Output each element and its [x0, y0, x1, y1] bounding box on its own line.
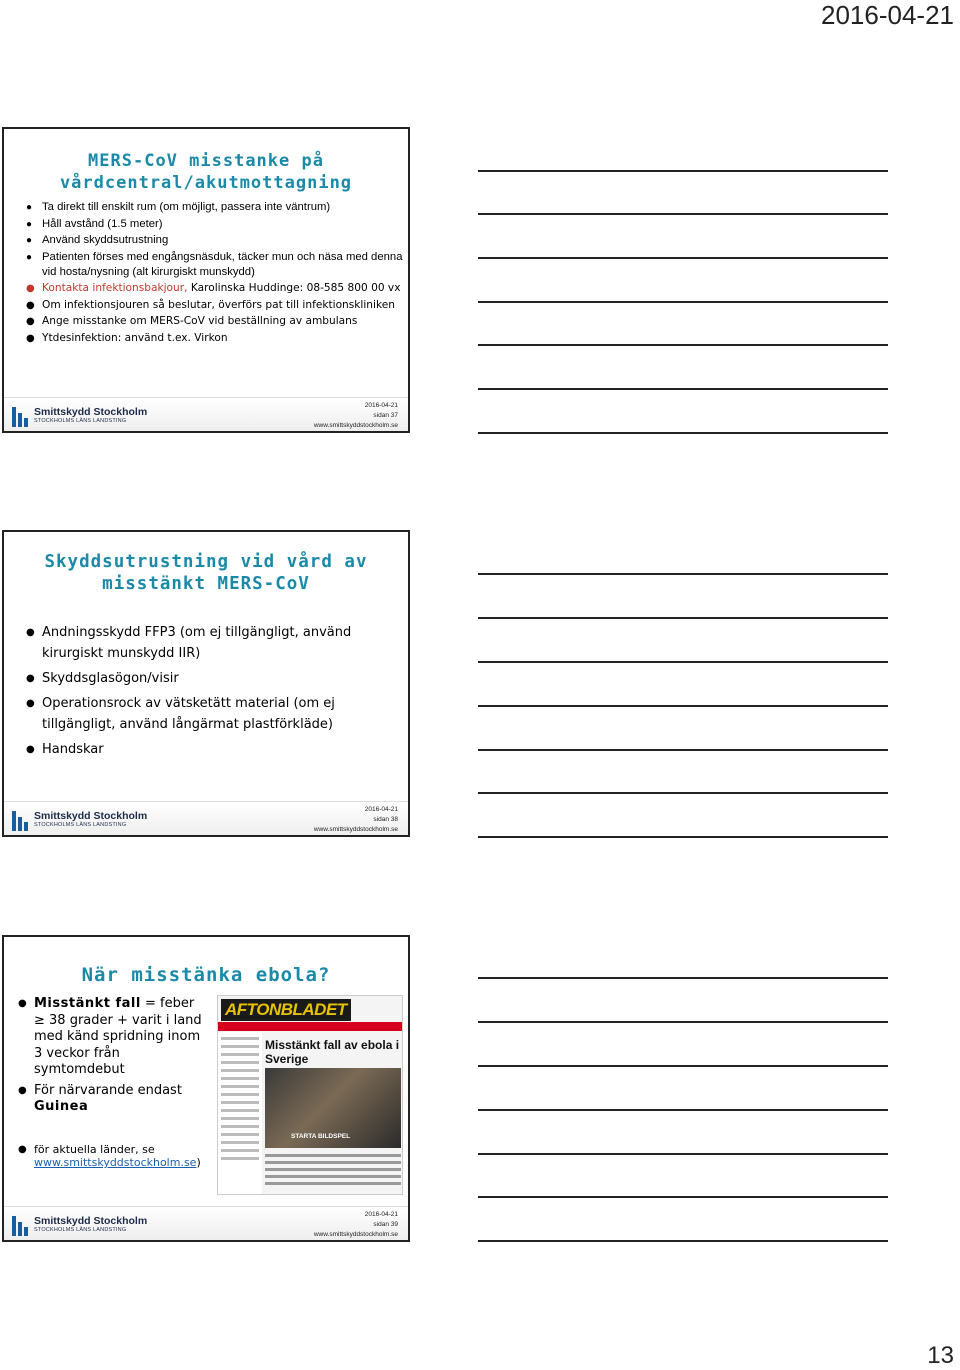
note-line — [478, 749, 888, 751]
slide-37 — [2, 127, 410, 433]
note-line — [478, 170, 888, 172]
note-line — [478, 977, 888, 979]
note-line — [478, 792, 888, 794]
news-brand: AFTONBLADET — [221, 999, 351, 1021]
page-number: 13 — [927, 1342, 954, 1369]
news-headline: Misstänkt fall av ebola i Sverige — [265, 1038, 400, 1066]
note-line — [478, 1065, 888, 1067]
news-sidebar — [218, 1032, 262, 1195]
slide-footer — [4, 801, 408, 835]
bullet-list — [4, 996, 209, 1116]
logo-mark-icon — [12, 1214, 30, 1236]
list-item: ● Patienten förses med engångsnäsduk, täcker mun och näsa med denna vid hosta/nysning (alt kirurgiskt munskydd) — [26, 250, 403, 278]
note-line — [478, 344, 888, 346]
note-line — [478, 257, 888, 259]
slide-title: MERS-CoV misstanke på vårdcentral/akutmottagning — [59, 151, 353, 193]
note-line — [478, 213, 888, 215]
smittskydd-logo: Smittskydd Stockholm STOCKHOLMS LÄNS LANDSTING — [12, 405, 138, 427]
list-item: ● Håll avstånd (1.5 meter) — [26, 217, 163, 230]
logo-mark-icon — [12, 405, 30, 427]
news-photo — [265, 1068, 401, 1148]
page-date: 2016-04-21 — [821, 0, 954, 30]
smittskydd-link[interactable]: www.smittskyddstockholm.se — [34, 1156, 197, 1169]
list-item: ● Använd skyddsutrustning — [26, 234, 169, 246]
note-line — [478, 1021, 888, 1023]
note-line — [478, 1153, 888, 1155]
list-item: ● Handskar — [26, 742, 104, 757]
slide-39 — [2, 935, 410, 1242]
news-screenshot — [217, 995, 403, 1195]
note-line — [478, 301, 888, 303]
note-line — [478, 661, 888, 663]
bullet-list — [4, 622, 408, 760]
list-item: ● Skyddsglasögon/visir — [26, 671, 179, 686]
list-item: ● Kontakta infektionsbakjour, Karolinska Huddinge: 08-585 800 00 vx — [26, 282, 401, 294]
news-slideshow-button: STARTA BILDSPEL — [291, 1133, 351, 1140]
slide-title: När misstänka ebola? — [81, 964, 331, 986]
list-item: ● Ytdesinfektion: använd t.ex. Virkon — [26, 331, 228, 344]
slide-footer — [4, 1206, 408, 1240]
list-item: ● Om infektionsjouren så beslutar, överförs pat till infektionskliniken — [26, 298, 395, 311]
list-item: ● för aktuella länder, se www.smittskyddstockholm.se) — [18, 1143, 201, 1169]
list-item: ● Andningsskydd FFP3 (om ej tillgängligt, använd kirurgiskt munskydd IIR) — [26, 625, 352, 661]
bullet-list — [4, 200, 408, 346]
smittskydd-logo: Smittskydd Stockholm STOCKHOLMS LÄNS LANDSTING — [12, 1214, 138, 1236]
note-line — [478, 705, 888, 707]
note-line — [478, 1240, 888, 1242]
source-list — [4, 1143, 201, 1169]
slide-38 — [2, 530, 410, 837]
list-item: ● Ange misstanke om MERS-CoV vid beställning av ambulans — [26, 315, 358, 327]
note-line — [478, 836, 888, 838]
note-line — [478, 388, 888, 390]
slide-title: Skyddsutrustning vid vård av misstänkt MERS-CoV — [44, 552, 368, 594]
news-nav-bar — [218, 1022, 403, 1031]
note-line — [478, 573, 888, 575]
list-item: ● Operationsrock av vätsketätt material (om ej tillgängligt, använd långärmat plastförkläde) — [26, 696, 335, 732]
smittskydd-logo: Smittskydd Stockholm STOCKHOLMS LÄNS LANDSTING — [12, 809, 138, 831]
slide-footer-info: 2016-04-21 sidan 39 www.smittskyddstockholm.se — [313, 1211, 398, 1238]
note-line — [478, 432, 888, 434]
list-item: ● Misstänkt fall = feber ≥ 38 grader + varit i land med känd spridning inom 3 veckor från symtomdebut — [18, 996, 202, 1077]
list-item: ● För närvarande endast Guinea — [18, 1082, 182, 1114]
list-item: ● Ta direkt till enskilt rum (om möjligt, passera inte väntrum) — [26, 201, 331, 213]
slide-footer — [4, 397, 408, 431]
slide-footer-info: 2016-04-21 sidan 37 www.smittskyddstockholm.se — [313, 402, 398, 429]
slide-footer-info: 2016-04-21 sidan 38 www.smittskyddstockholm.se — [313, 806, 398, 833]
note-line — [478, 617, 888, 619]
note-line — [478, 1109, 888, 1111]
logo-mark-icon — [12, 809, 30, 831]
note-line — [478, 1196, 888, 1198]
